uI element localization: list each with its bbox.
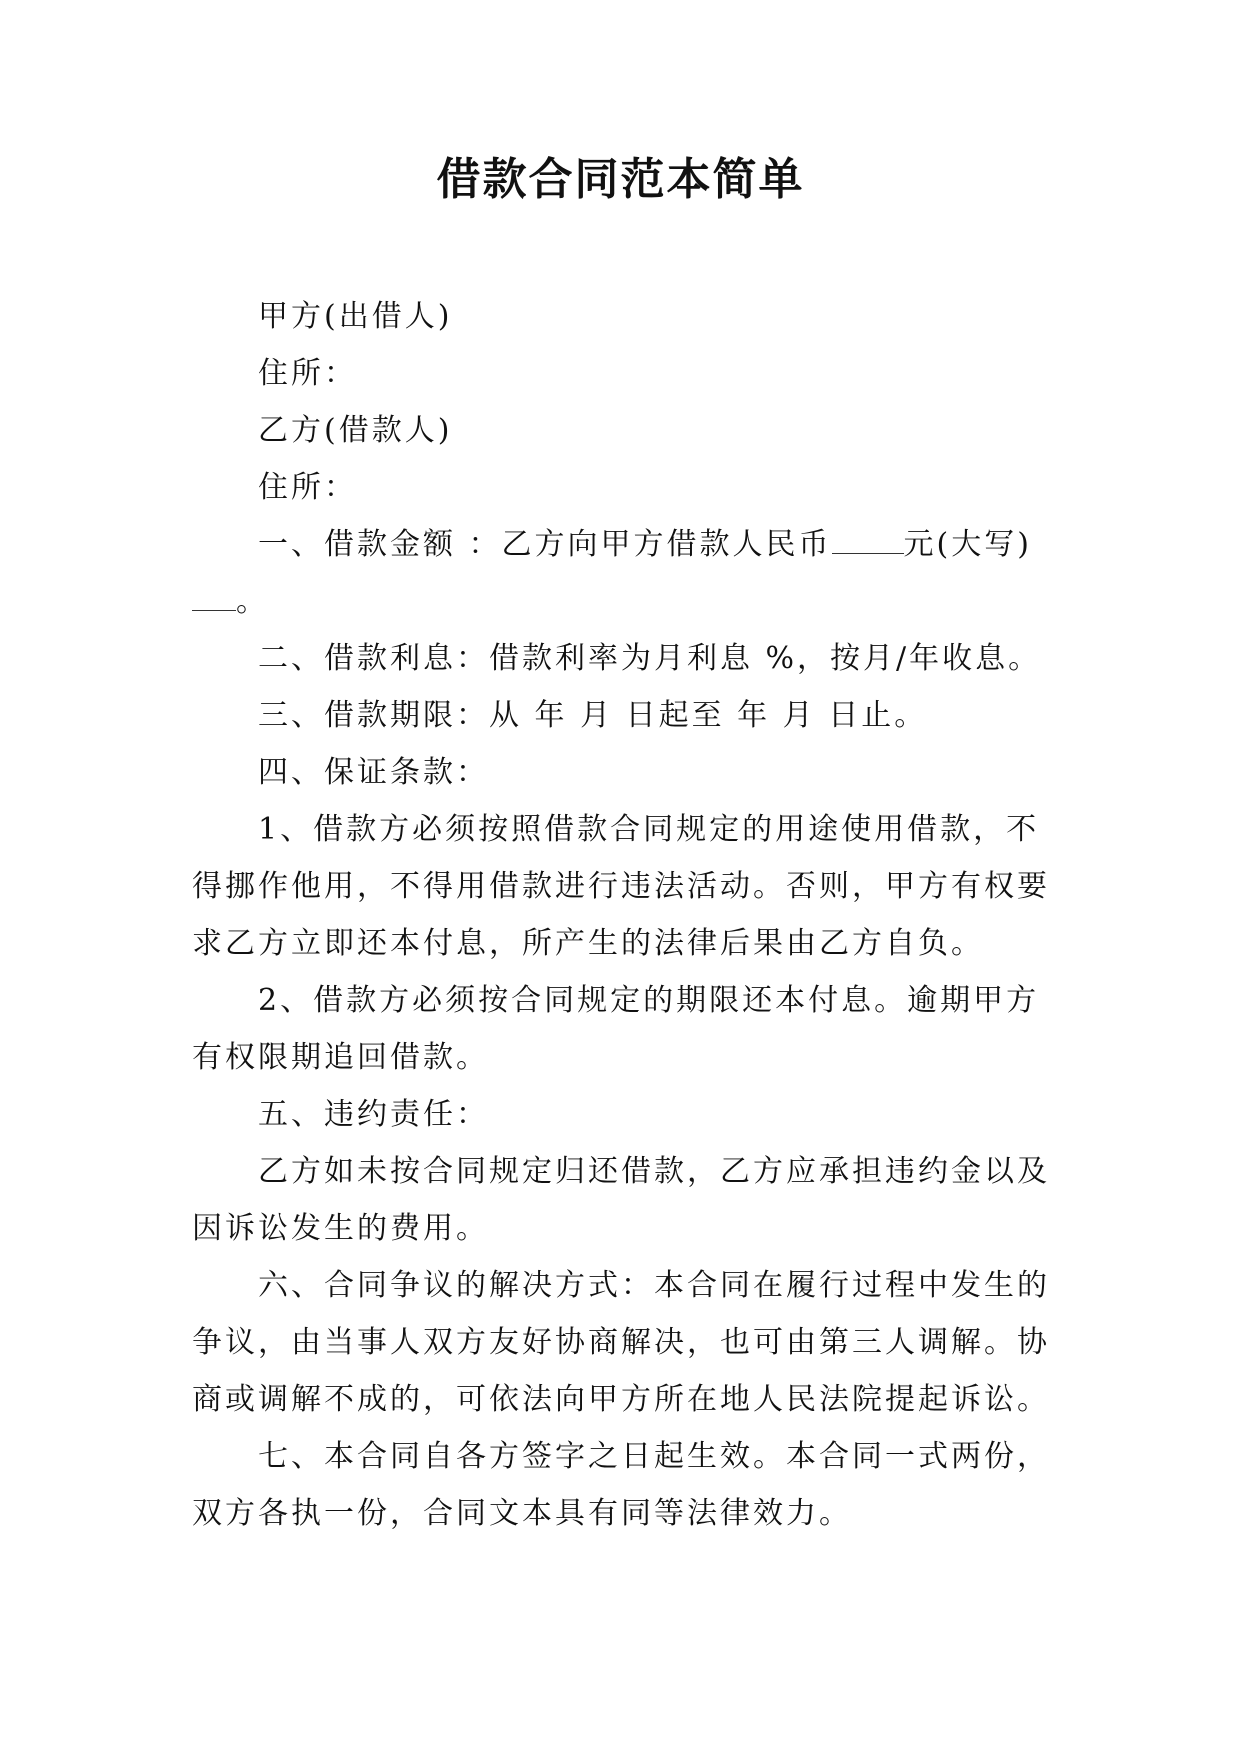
- guarantee-item-1-line-2: 得挪作他用，不得用借款进行违法活动。否则，甲方有权要: [192, 869, 1050, 904]
- amount-uppercase-text: 元(大写): [903, 527, 1032, 562]
- lender-address-label: 住所：: [258, 356, 357, 391]
- effect-line-2: 双方各执一份，合同文本具有同等法律效力。: [192, 1496, 852, 1531]
- document-title: 借款合同范本简单: [436, 154, 805, 205]
- amount-blank: [832, 533, 904, 554]
- term-clause: 三、借款期限：从 年 月 日起至 年 月 日止。: [258, 698, 928, 733]
- liability-line-2: 因诉讼发生的费用。: [192, 1211, 489, 1246]
- loan-amount-continuation: [192, 573, 1052, 630]
- guarantee-item-2-line-2: 有权限期追回借款。: [192, 1040, 489, 1075]
- loan-amount-text: 一、借款金额 ：乙方向甲方借款人民币: [258, 527, 832, 562]
- borrower-address-label: 住所：: [258, 470, 357, 505]
- liability-heading: 五、违约责任：: [258, 1097, 489, 1132]
- dispute-line-2: 争议，由当事人双方友好协商解决，也可由第三人调解。协: [192, 1325, 1050, 1360]
- liability-line-1: 乙方如未按合同规定归还借款，乙方应承担违约金以及: [258, 1154, 1050, 1189]
- borrower-label: 乙方(借款人): [258, 413, 453, 448]
- guarantee-item-2-line-1: 2、借款方必须按合同规定的期限还本付息。逾期甲方: [258, 983, 1040, 1018]
- period-mark: 。: [236, 584, 269, 619]
- lender-label: 甲方(出借人): [258, 299, 453, 334]
- uppercase-amount-blank: [192, 590, 236, 611]
- dispute-line-1: 六、合同争议的解决方式：本合同在履行过程中发生的: [258, 1268, 1050, 1303]
- effect-line-1: 七、本合同自各方签字之日起生效。本合同一式两份，: [258, 1439, 1050, 1474]
- loan-amount-clause: [192, 516, 1052, 573]
- guarantee-heading: 四、保证条款：: [258, 755, 489, 790]
- guarantee-item-1-line-1: 1、借款方必须按照借款合同规定的用途使用借款，不: [258, 812, 1040, 847]
- interest-clause: 二、借款利息：借款利率为月利息 %，按月/年收息。: [258, 641, 1042, 676]
- guarantee-item-1-line-3: 求乙方立即还本付息，所产生的法律后果由乙方自负。: [192, 926, 984, 961]
- dispute-line-3: 商或调解不成的，可依法向甲方所在地人民法院提起诉讼。: [192, 1382, 1050, 1417]
- contract-body: [192, 288, 1052, 1542]
